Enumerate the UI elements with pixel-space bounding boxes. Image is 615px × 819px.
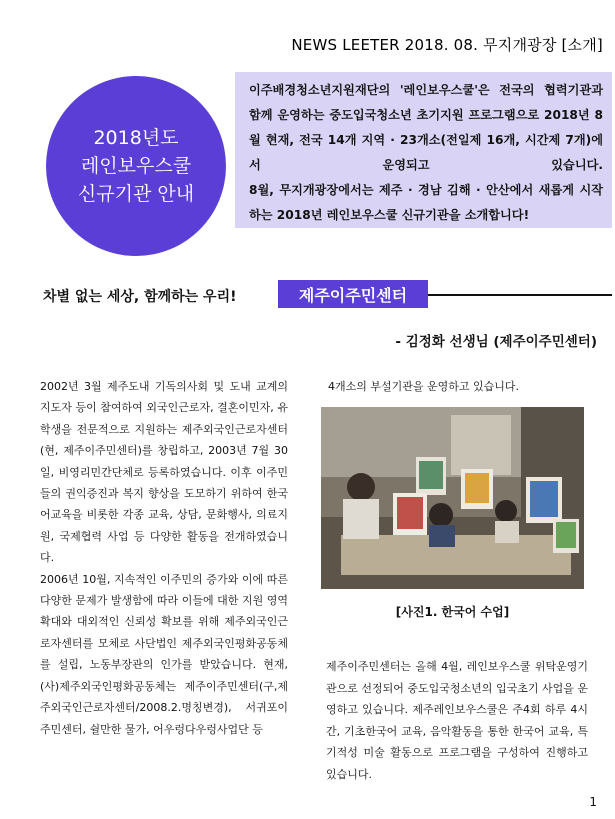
intro-paragraph-2: 8월, 무지개광장에서는 제주 · 경남 김해 · 안산에서 새롭게 시작하는 2018년 레인보우스쿨 신규기관을 소개합니다! — [249, 183, 603, 222]
section-tagline: 차별 없는 세상, 함께하는 우리! — [43, 289, 237, 305]
page-number: 1 — [589, 795, 597, 809]
article-right-column — [326, 656, 588, 786]
title-badge-circle — [46, 76, 226, 256]
classroom-photo-illustration — [321, 407, 584, 589]
section-divider-line — [428, 294, 612, 296]
article-paragraph-3: 제주이주민센터는 올해 4월, 레인보우스쿨 위탁운영기관으로 선정되어 중도입국청소년의 입국초기 사업을 운영하고 있습니다. 제주레인보우스쿨은 주4회 하루 4시간, 기초한국어 교육, 음악활동을 통한 한국어 교육, 특기적성 미술 활동으로 프로그램을 구성하여 진행하고 있습니다. — [326, 660, 588, 781]
intro-box — [235, 72, 612, 228]
article-left-column — [40, 376, 288, 740]
newsletter-header-title: NEWS LEETER 2018. 08. 무지개광장 [소개] — [291, 36, 603, 54]
article-author: - 김정화 선생님 (제주이주민센터) — [395, 334, 597, 350]
badge-line-school: 레인보우스쿨 — [80, 155, 192, 177]
korean-class-photo — [321, 407, 584, 589]
photo-caption: [사진1. 한국어 수업] — [395, 605, 510, 619]
article-paragraph-1: 2002년 3월 제주도내 기독의사회 및 도내 교계의 지도자 등이 참여하여 외국인근로자, 결혼이민자, 유학생을 전문적으로 지원하는 제주외국인근로자센터(현, 제주이주민센터)를 창립하고, 2003년 7월 30일, 비영리민간단체로 등록하였습니다. 이후 이주민들의 권익증진과 복지 향상을 도모하기 위하여 한국어교육을 비롯한 각종 교육, 상담, 문화행사, 의료지원, 국제협력 사업 등 다양한 활동을 전개하였습니다. — [40, 380, 288, 565]
intro-paragraph-1: 이주배경청소년지원재단의 '레인보우스쿨'은 전국의 협력기관과 함께 운영하는 중도입국청소년 초기지원 프로그램으로 2018년 8월 현재, 전국 14개 지역 · 23개소(전일제 16개, 시간제 7개)에서 운영되고 있습니다. — [249, 83, 603, 172]
badge-line-year: 2018년도 — [93, 127, 179, 149]
badge-line-new-institutions: 신규기관 안내 — [77, 183, 195, 205]
article-paragraph-2: 2006년 10월, 지속적인 이주민의 증가와 이에 따른 다양한 문제가 발생함에 따라 이들에 대한 지원 영역 확대와 대외적인 신뢰성 확보를 위해 제주외국인근로자센터를 모체로 사단법인 제주외국인평화공동체를 설립, 노동부장관의 인가를 받았습니다. 현재, (사)제주외국인평화공동체는 제주이주민센터(구,제주외국인근로자센터/2008.2.명칭변경), 서귀포이주민센터, 쉴만한 물가, 어우렁다우렁사업단 등 — [40, 572, 288, 736]
center-name-tag: 제주이주민센터 — [278, 280, 428, 308]
article-continuation-text: 4개소의 부설기관을 운영하고 있습니다. — [328, 380, 519, 393]
